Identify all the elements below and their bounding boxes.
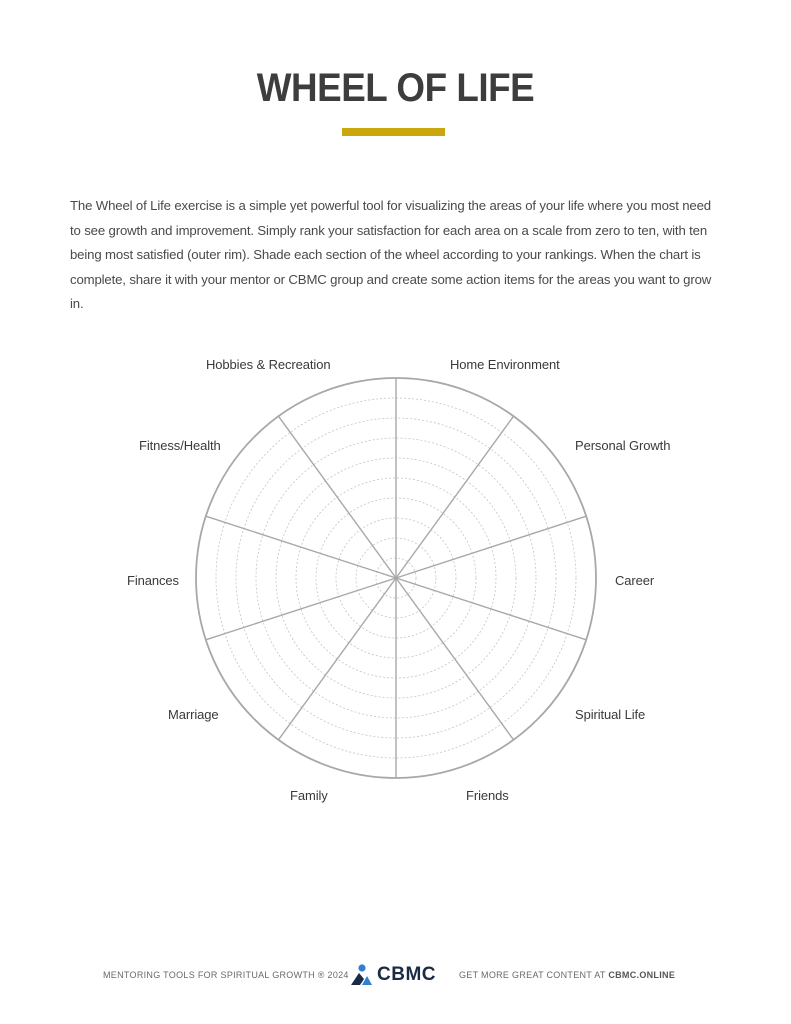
footer-cta-link[interactable]: CBMC.ONLINE [608,970,676,980]
wheel-spoke [278,416,396,578]
area-label-friends: Friends [466,788,509,803]
area-label-spiritual-life: Spiritual Life [575,707,646,722]
wheel-spoke [206,578,396,640]
area-label-home-environment: Home Environment [450,357,560,372]
cbmc-logo-text: CBMC [377,964,436,985]
intro-paragraph: The Wheel of Life exercise is a simple yet powerful tool for visualizing the areas of your life where you most need to see growth and improvement. Simply rank your satisfaction for each area on a scale from zero to ten, with ten being most satisfied (outer rim). Shade each section of the wheel according to your rankings. When the chart is complete, share it with your mentor or CBMC group and create some action items for the areas you want to grow in. [70,198,712,311]
wheel-spoke [278,578,396,740]
area-label-family: Family [290,788,328,803]
wheel-spoke [396,416,514,578]
area-label-personal-growth: Personal Growth [575,438,671,453]
page-title: WHEEL OF LIFE [256,66,535,110]
wheel-spokes [206,378,586,778]
area-label-fitness-health: Fitness/Health [139,438,221,453]
footer-cta [459,970,675,980]
area-label-marriage: Marriage [168,707,219,722]
area-label-finances: Finances [127,573,179,588]
wheel-spoke [396,578,514,740]
area-label-hobbies-recreation: Hobbies & Recreation [206,357,331,372]
footer-cta-text: GET MORE GREAT CONTENT AT [459,970,609,980]
area-label-career: Career [615,573,655,588]
footer-tagline: MENTORING TOOLS FOR SPIRITUAL GROWTH ® 2024 [103,970,349,980]
cbmc-logo-icon [348,962,374,988]
cbmc-logo [348,962,444,988]
